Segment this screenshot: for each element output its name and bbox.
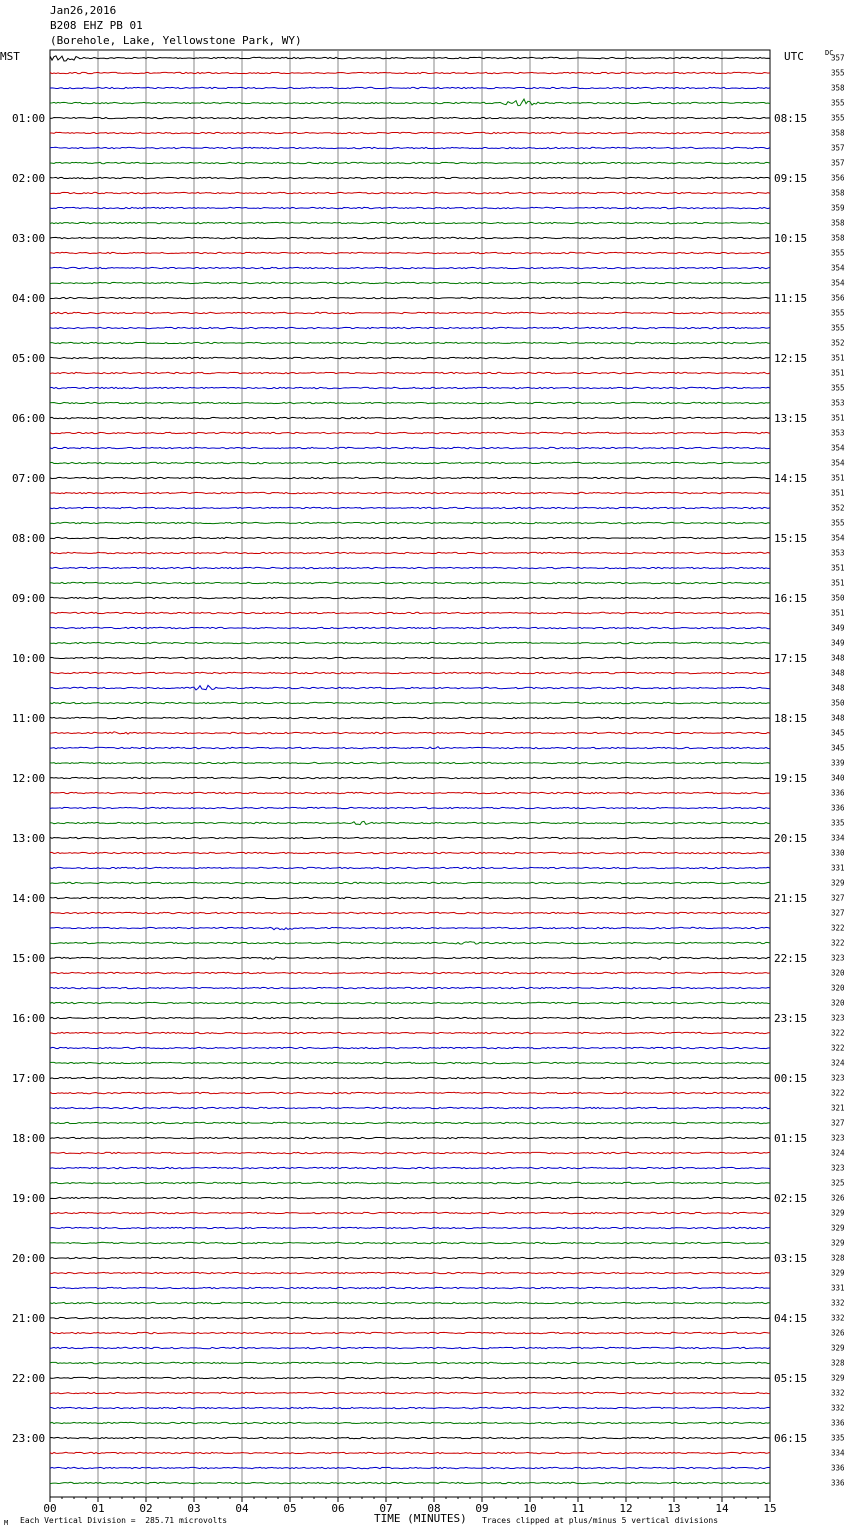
trace-line [50, 1197, 770, 1198]
trace-line [50, 1272, 770, 1273]
dc-value-label: 351 [831, 413, 845, 423]
left-hour-label: 04:00 [12, 292, 46, 305]
dc-value-label: 332 [831, 1403, 845, 1413]
right-hour-label: 02:15 [774, 1192, 808, 1205]
dc-value-label: 355 [831, 383, 845, 393]
dc-value-label: 329 [831, 1238, 845, 1248]
dc-value-label: 329 [831, 1268, 845, 1278]
trace-line [50, 327, 770, 328]
dc-value-label: 350 [831, 593, 845, 603]
dc-value-label: 320 [831, 968, 845, 978]
trace-line [50, 312, 770, 313]
dc-value-label: 348 [831, 713, 845, 723]
left-hour-label: 14:00 [12, 892, 46, 905]
dc-value-label: 355 [831, 308, 845, 318]
trace-line [50, 1212, 770, 1213]
right-hour-label: 22:15 [774, 952, 808, 965]
trace-line [50, 162, 770, 163]
dc-value-label: 350 [831, 698, 845, 708]
dc-value-label: 322 [831, 923, 845, 933]
x-tick-label: 01 [91, 1502, 105, 1515]
trace-line [50, 177, 770, 178]
dc-value-label: 327 [831, 893, 845, 903]
trace-line [50, 1182, 770, 1183]
trace-line [50, 627, 770, 628]
dc-value-label: 322 [831, 1028, 845, 1038]
left-hour-label: 12:00 [12, 772, 46, 785]
trace-line [50, 192, 770, 193]
dc-value-label: 354 [831, 533, 845, 543]
left-hour-label: 20:00 [12, 1252, 46, 1265]
dc-value-label: 334 [831, 1448, 845, 1458]
trace-line [50, 582, 770, 583]
trace-line [50, 942, 770, 944]
dc-value-label: 351 [831, 608, 845, 618]
trace-line [50, 1122, 770, 1123]
dc-value-label: 326 [831, 1328, 845, 1338]
trace-line [50, 762, 770, 763]
left-hour-label: 13:00 [12, 832, 46, 845]
dc-value-label: 355 [831, 98, 845, 108]
dc-value-label: 323 [831, 1013, 845, 1023]
x-tick-label: 11 [571, 1502, 585, 1515]
corner-mark: M [4, 1519, 9, 1527]
dc-value-label: 321 [831, 1103, 845, 1113]
dc-value-label: 352 [831, 338, 845, 348]
left-hour-label: 21:00 [12, 1312, 46, 1325]
dc-value-label: 332 [831, 1388, 845, 1398]
right-hour-label: 09:15 [774, 172, 808, 185]
trace-line [50, 1152, 770, 1153]
x-tick-label: 13 [667, 1502, 681, 1515]
dc-value-label: 327 [831, 908, 845, 918]
right-hour-label: 14:15 [774, 472, 808, 485]
dc-value-label: 345 [831, 743, 845, 753]
trace-line [50, 477, 770, 478]
dc-value-label: 323 [831, 953, 845, 963]
trace-line [50, 99, 770, 106]
scale-note: Each Vertical Division = 285.71 microvolts [20, 1516, 228, 1525]
left-hour-label: 03:00 [12, 232, 46, 245]
dc-value-label: 353 [831, 398, 845, 408]
right-hour-label: 16:15 [774, 592, 808, 605]
dc-value-label: 334 [831, 833, 845, 843]
trace-line [50, 612, 770, 613]
left-hour-label: 11:00 [12, 712, 46, 725]
dc-value-label: 336 [831, 1478, 845, 1488]
trace-line [50, 297, 770, 298]
dc-value-label: 348 [831, 653, 845, 663]
right-hour-label: 10:15 [774, 232, 808, 245]
right-hour-label: 18:15 [774, 712, 808, 725]
trace-line [50, 282, 770, 283]
trace-line [50, 1107, 770, 1108]
trace-line [50, 222, 770, 223]
dc-value-label: 336 [831, 1463, 845, 1473]
x-tick-label: 00 [43, 1502, 57, 1515]
dc-value-label: 353 [831, 428, 845, 438]
left-hour-label: 17:00 [12, 1072, 46, 1085]
dc-value-label: 335 [831, 818, 845, 828]
dc-value-label: 320 [831, 998, 845, 1008]
trace-line [50, 1287, 770, 1288]
dc-value-label: 357 [831, 143, 845, 153]
right-hour-label: 21:15 [774, 892, 808, 905]
header-station: B208 EHZ PB 01 [50, 19, 143, 32]
dc-value-label: 326 [831, 1193, 845, 1203]
dc-value-label: 351 [831, 578, 845, 588]
left-hour-label: 18:00 [12, 1132, 46, 1145]
trace-line [50, 852, 770, 853]
left-hour-label: 08:00 [12, 532, 46, 545]
x-tick-label: 04 [235, 1502, 249, 1515]
x-tick-label: 15 [763, 1502, 777, 1515]
left-hour-label: 22:00 [12, 1372, 46, 1385]
trace-line [50, 837, 770, 838]
right-hour-label: 08:15 [774, 112, 808, 125]
dc-value-label: 358 [831, 188, 845, 198]
trace-line [50, 1482, 770, 1483]
right-hour-label: 20:15 [774, 832, 808, 845]
right-timezone-label: UTC [784, 50, 804, 63]
trace-line [50, 717, 770, 718]
right-hour-label: 15:15 [774, 532, 808, 545]
left-hour-label: 05:00 [12, 352, 46, 365]
trace-line [50, 1077, 770, 1078]
trace-line [50, 252, 770, 253]
x-tick-label: 03 [187, 1502, 201, 1515]
left-hour-label: 09:00 [12, 592, 46, 605]
trace-line [50, 537, 770, 538]
dc-value-label: 355 [831, 518, 845, 528]
dc-value-label: 351 [831, 488, 845, 498]
dc-value-label: 354 [831, 443, 845, 453]
dc-value-label: 358 [831, 218, 845, 228]
dc-value-label: 329 [831, 1223, 845, 1233]
trace-line [50, 552, 770, 553]
x-tick-label: 02 [139, 1502, 153, 1515]
trace-line [50, 1002, 770, 1003]
trace-line [50, 72, 770, 73]
right-hour-label: 01:15 [774, 1132, 808, 1145]
trace-line [50, 1407, 770, 1408]
trace-line [50, 342, 770, 343]
dc-value-label: 355 [831, 248, 845, 258]
trace-line [50, 897, 770, 898]
dc-value-label: 358 [831, 128, 845, 138]
trace-line [50, 1227, 770, 1228]
dc-value-label: 336 [831, 788, 845, 798]
dc-value-label: 355 [831, 323, 845, 333]
trace-line [50, 1047, 770, 1048]
trace-line [50, 267, 770, 268]
right-hour-label: 04:15 [774, 1312, 808, 1325]
dc-value-label: 323 [831, 1163, 845, 1173]
dc-value-label: 351 [831, 353, 845, 363]
left-hour-label: 02:00 [12, 172, 46, 185]
trace-line [50, 492, 770, 493]
trace-line [50, 1362, 770, 1363]
dc-value-label: 357 [831, 53, 845, 63]
trace-line [50, 747, 770, 749]
trace-line [50, 987, 770, 988]
plot-frame [50, 50, 770, 1497]
trace-line [50, 1437, 770, 1438]
trace-line [50, 597, 770, 598]
dc-value-label: 359 [831, 203, 845, 213]
dc-value-label: 329 [831, 1208, 845, 1218]
dc-value-label: 331 [831, 1283, 845, 1293]
dc-value-label: 320 [831, 983, 845, 993]
trace-line [50, 147, 770, 148]
trace-line [50, 792, 770, 793]
right-hour-label: 12:15 [774, 352, 808, 365]
left-hour-label: 16:00 [12, 1012, 46, 1025]
trace-line [50, 387, 770, 388]
left-hour-label: 07:00 [12, 472, 46, 485]
trace-line [50, 732, 770, 734]
dc-value-label: 324 [831, 1058, 845, 1068]
right-hour-label: 13:15 [774, 412, 808, 425]
dc-value-label: 322 [831, 1043, 845, 1053]
dc-header-label: DC [825, 49, 834, 57]
trace-line [50, 807, 770, 808]
left-hour-label: 19:00 [12, 1192, 46, 1205]
x-tick-label: 06 [331, 1502, 345, 1515]
trace-line [50, 87, 770, 88]
right-hour-label: 17:15 [774, 652, 808, 665]
dc-value-label: 357 [831, 158, 845, 168]
dc-value-label: 323 [831, 1073, 845, 1083]
trace-line [50, 1317, 770, 1318]
trace-line [50, 657, 770, 658]
trace-line [50, 1302, 770, 1303]
x-tick-label: 12 [619, 1502, 633, 1515]
dc-value-label: 335 [831, 1433, 845, 1443]
trace-line [50, 56, 770, 61]
trace-line [50, 672, 770, 673]
trace-line [50, 1137, 770, 1138]
trace-line [50, 1242, 770, 1243]
trace-line [50, 417, 770, 418]
trace-line [50, 1032, 770, 1033]
dc-value-label: 348 [831, 668, 845, 678]
dc-value-label: 354 [831, 458, 845, 468]
trace-line [50, 1377, 770, 1378]
dc-value-label: 330 [831, 848, 845, 858]
right-hour-label: 05:15 [774, 1372, 808, 1385]
x-tick-label: 05 [283, 1502, 297, 1515]
right-hour-label: 06:15 [774, 1432, 808, 1445]
left-hour-label: 01:00 [12, 112, 46, 125]
trace-line [50, 1017, 770, 1018]
trace-line [50, 1422, 770, 1423]
x-axis-label: TIME (MINUTES) [374, 1512, 467, 1525]
dc-value-label: 352 [831, 503, 845, 513]
dc-value-label: 358 [831, 233, 845, 243]
trace-line [50, 642, 770, 643]
dc-value-label: 327 [831, 1118, 845, 1128]
header-location: (Borehole, Lake, Yellowstone Park, WY) [50, 34, 302, 47]
trace-line [50, 462, 770, 463]
trace-line [50, 237, 770, 238]
dc-value-label: 355 [831, 68, 845, 78]
dc-value-label: 348 [831, 683, 845, 693]
dc-value-label: 355 [831, 113, 845, 123]
dc-value-label: 328 [831, 1358, 845, 1368]
trace-line [50, 927, 770, 929]
trace-line [50, 867, 770, 868]
dc-value-label: 356 [831, 173, 845, 183]
trace-line [50, 207, 770, 208]
dc-value-label: 351 [831, 563, 845, 573]
dc-value-label: 349 [831, 623, 845, 633]
trace-line [50, 522, 770, 523]
trace-line [50, 1257, 770, 1258]
trace-line [50, 132, 770, 133]
trace-line [50, 1452, 770, 1453]
clip-note: Traces clipped at plus/minus 5 vertical divisions [482, 1516, 719, 1525]
dc-value-label: 322 [831, 938, 845, 948]
trace-line [50, 507, 770, 508]
dc-value-label: 351 [831, 368, 845, 378]
dc-value-label: 351 [831, 473, 845, 483]
dc-value-label: 329 [831, 878, 845, 888]
dc-value-label: 323 [831, 1133, 845, 1143]
dc-value-label: 353 [831, 548, 845, 558]
dc-value-label: 324 [831, 1148, 845, 1158]
trace-line [50, 777, 770, 778]
dc-value-label: 336 [831, 1418, 845, 1428]
dc-value-label: 336 [831, 803, 845, 813]
left-timezone-label: MST [0, 50, 20, 63]
trace-line [50, 685, 770, 690]
trace-line [50, 1062, 770, 1063]
trace-line [50, 1467, 770, 1468]
dc-value-label: 329 [831, 1343, 845, 1353]
header-date: Jan26,2016 [50, 4, 117, 17]
left-hour-label: 23:00 [12, 1432, 46, 1445]
x-tick-label: 10 [523, 1502, 537, 1515]
x-tick-label: 08 [427, 1502, 441, 1515]
dc-value-label: 332 [831, 1298, 845, 1308]
dc-value-label: 349 [831, 638, 845, 648]
dc-value-label: 358 [831, 83, 845, 93]
dc-value-label: 340 [831, 773, 845, 783]
trace-line [50, 1332, 770, 1333]
trace-line [50, 1167, 770, 1168]
right-hour-label: 11:15 [774, 292, 808, 305]
dc-value-label: 339 [831, 758, 845, 768]
trace-line [50, 912, 770, 913]
dc-value-label: 328 [831, 1253, 845, 1263]
trace-line [50, 702, 770, 703]
trace-line [50, 357, 770, 358]
trace-line [50, 957, 770, 959]
dc-value-label: 345 [831, 728, 845, 738]
dc-value-label: 332 [831, 1313, 845, 1323]
trace-line [50, 432, 770, 433]
right-hour-label: 03:15 [774, 1252, 808, 1265]
dc-value-label: 322 [831, 1088, 845, 1098]
trace-line [50, 1092, 770, 1093]
trace-line [50, 402, 770, 403]
right-hour-label: 23:15 [774, 1012, 808, 1025]
dc-value-label: 354 [831, 278, 845, 288]
left-hour-label: 15:00 [12, 952, 46, 965]
x-tick-label: 14 [715, 1502, 729, 1515]
x-tick-label: 07 [379, 1502, 393, 1515]
trace-line [50, 972, 770, 973]
trace-line [50, 1347, 770, 1348]
trace-line [50, 567, 770, 568]
dc-value-label: 329 [831, 1373, 845, 1383]
dc-value-label: 325 [831, 1178, 845, 1188]
left-hour-label: 10:00 [12, 652, 46, 665]
x-tick-label: 09 [475, 1502, 489, 1515]
right-hour-label: 19:15 [774, 772, 808, 785]
dc-value-label: 356 [831, 293, 845, 303]
trace-line [50, 882, 770, 883]
right-hour-label: 00:15 [774, 1072, 808, 1085]
dc-value-label: 331 [831, 863, 845, 873]
trace-line [50, 821, 770, 824]
trace-line [50, 1392, 770, 1393]
trace-line [50, 117, 770, 118]
trace-line [50, 447, 770, 448]
dc-value-label: 354 [831, 263, 845, 273]
left-hour-label: 06:00 [12, 412, 46, 425]
trace-line [50, 372, 770, 373]
